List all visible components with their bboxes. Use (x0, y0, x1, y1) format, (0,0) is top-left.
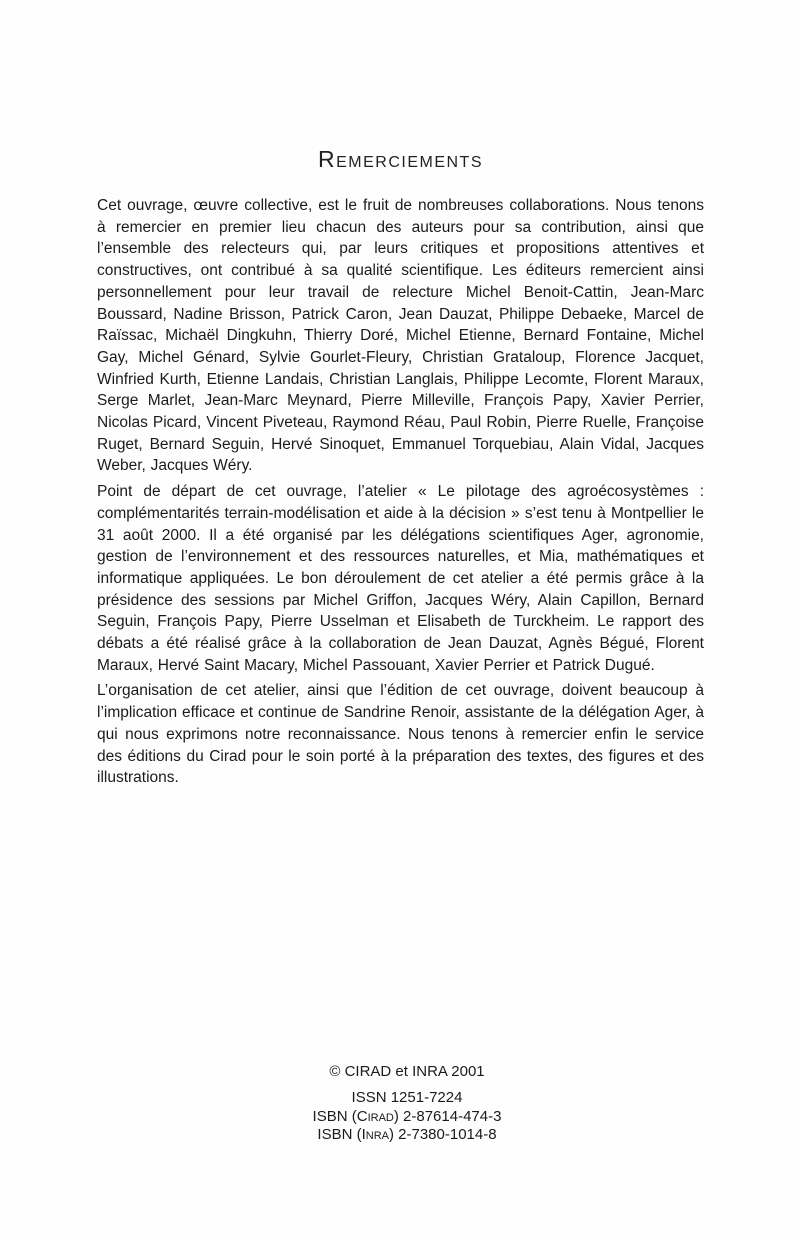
acknowledgements-section (97, 146, 704, 793)
paragraph-organisation: L’organisation de cet atelier, ainsi que l’édition de cet ouvrage, doivent beaucoup à l’implication efficace et continue de Sandrine Renoir, assistante de la délégation Ager, à qui nous exprimons notre reconnaissance. Nous tenons à remercier enfin le service des éditions du Cirad pour le soin porté à la préparation des textes, des figures et des illustrations. (97, 682, 704, 787)
copyright-line: © CIRAD et INRA 2001 (329, 1063, 485, 1080)
isbn-inra-number: ) 2-7380-1014-8 (389, 1126, 497, 1143)
isbn-inra-org: Inra (361, 1126, 389, 1143)
body-text (97, 195, 704, 789)
page-title: Remerciements (317, 146, 483, 172)
isbn-cirad-number: ) 2-87614-474-3 (393, 1107, 502, 1125)
paragraph-collaborations: Cet ouvrage, œuvre collective, est le fruit de nombreuses collaborations. Nous tenons à remercier en premier lieu chacun des auteurs pour sa contribution, ainsi que l’ensemble des relecteurs qui, par leurs critiques et propositions attentives et constructives, ont contribué à sa qualité scientifique. Les éditeurs remercient ainsi personnellement pour leur travail de relecture Michel Benoit-Cattin, Jean-Marc Boussard, Nadine Brisson, Patrick Caron, Jean Dauzat, Philippe Debaeke, Marcel de Raïssac, Michaël Dingkuhn, Thierry Doré, Michel Etienne, Bernard Fontaine, Michel Gay, Michel Génard, Sylvie Gourlet-Fleury, Christian Grataloup, Florence Jacquet, Winfried Kurth, Etienne Landais, Christian Langlais, Philippe Lecomte, Florent Maraux, Serge Marlet, Jean-Marc Meynard, Pierre Milleville, François Papy, Xavier Perrier, Nicolas Picard, Vincent Piveteau, Raymond Réau, Paul Robin, Pierre Ruelle, Françoise Ruget, Bernard Seguin, Hervé Sinoquet, Emmanuel Torquebiau, Alain Vidal, Jacques Weber, Jacques Wéry. (97, 197, 704, 475)
isbn-inra-line (97, 1126, 717, 1145)
issn-text: ISSN 1251-7224 (351, 1089, 463, 1106)
colophon (97, 1062, 717, 1145)
isbn-cirad-prefix: ISBN ( (312, 1107, 357, 1125)
isbn-cirad-org: Cirad (356, 1107, 394, 1125)
isbn-cirad-line (97, 1108, 717, 1127)
paragraph-workshop: Point de départ de cet ouvrage, l’atelier « Le pilotage des agroécosystèmes : complémentarités terrain-modélisation et aide à la décision » s’est tenu à Montpellier le 31 août 2000. Il a été organisé par les délégations scientifiques Ager, agronomie, gestion de l’environnement et des ressources naturelles, et Mia, mathématiques et informatique appliquées. Le bon déroulement de cet atelier a été permis grâce à la présidence des sessions par Michel Griffon, Jacques Wéry, Alain Capillon, Bernard Seguin, François Papy, Pierre Usselman et Elisabeth de Turckheim. Le rapport des débats a été réalisé grâce à la collaboration de Jean Dauzat, Agnès Bégué, Florent Maraux, Hervé Saint Macary, Michel Passouant, Xavier Perrier et Patrick Dugué. (97, 483, 704, 674)
isbn-inra-prefix: ISBN ( (317, 1126, 362, 1143)
issn-line (97, 1089, 717, 1108)
